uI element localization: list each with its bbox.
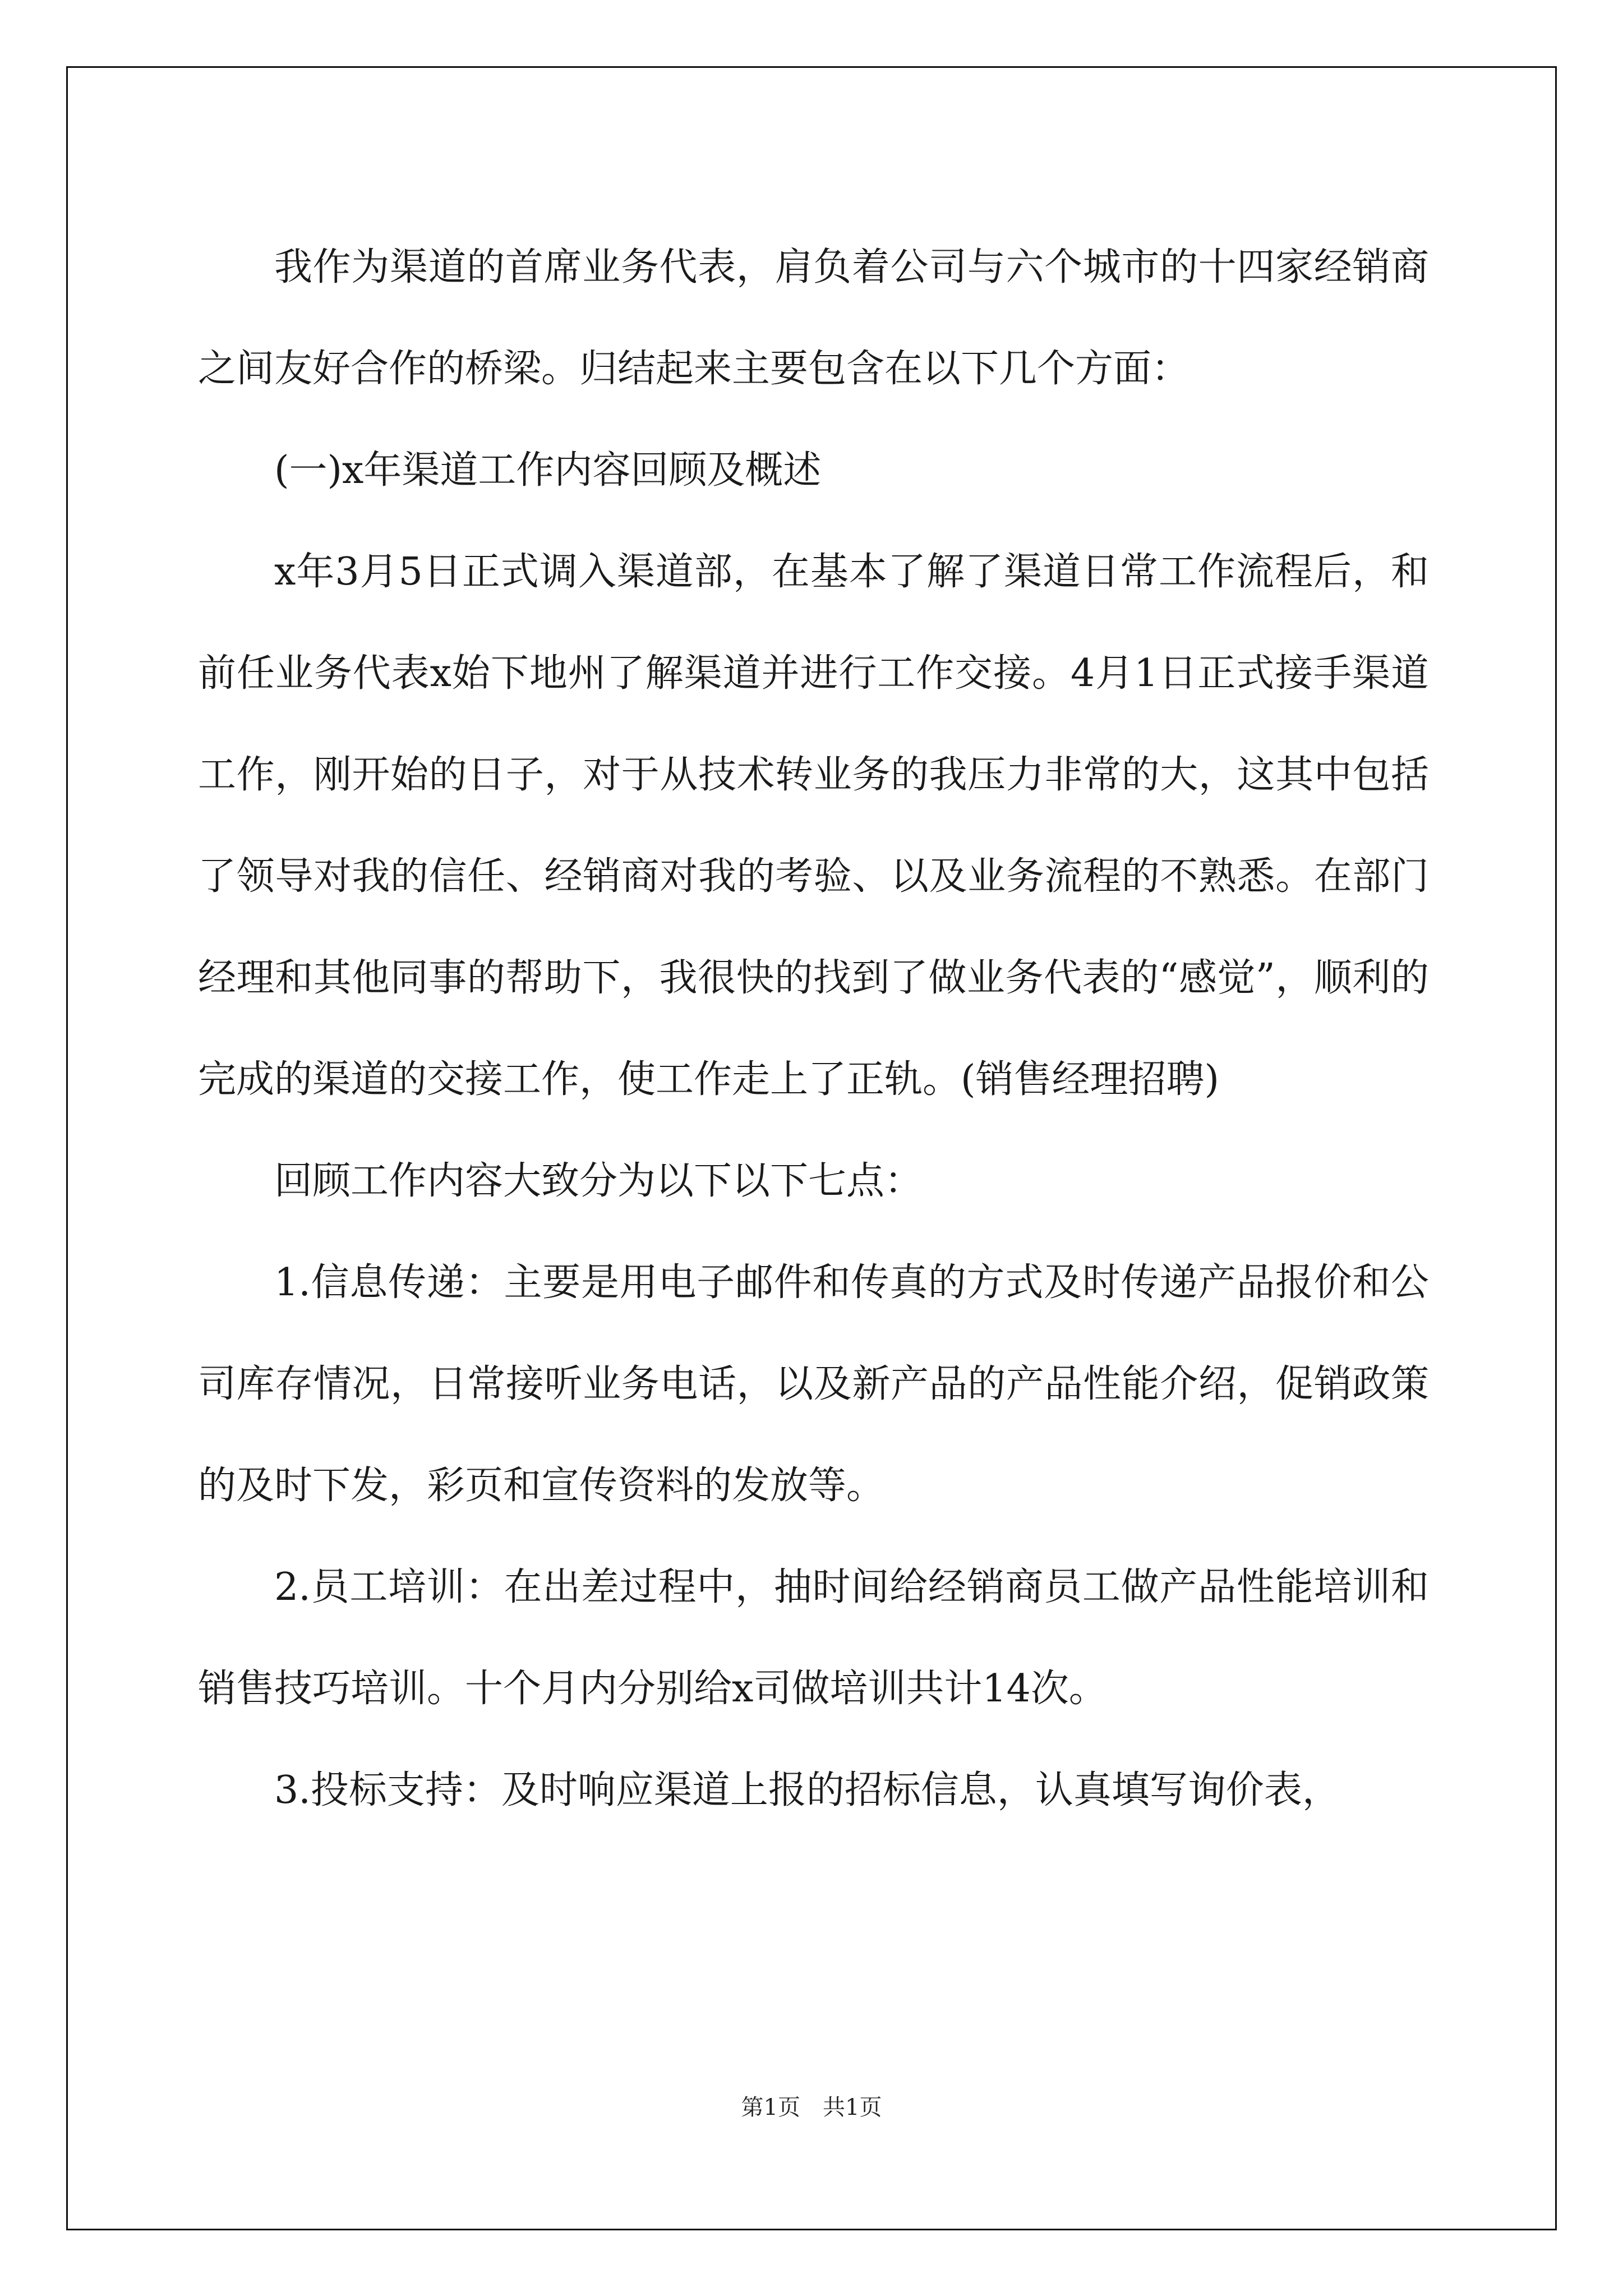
list-item-information: 1.信息传递：主要是用电子邮件和传真的方式及时传递产品报价和公司库存情况，日常接听业务电话，以及新产品的产品性能介绍，促销政策的及时下发，彩页和宣传资料的发放等。 — [198, 1260, 1429, 1508]
paragraph-review-intro: 回顾工作内容大致分为以下以下七点： — [274, 1159, 923, 1203]
paragraph-overview: x年3月5日正式调入渠道部，在基本了解了渠道日常工作流程后，和前任业务代表x始下地州了解渠道并进行工作交接。4月1日正式接手渠道工作，刚开始的日子，对于从技术转业务的我压力非常的大，这其中包括了领导对我的信任、经销商对我的考验、以及业务流程的不熟悉。在部门经理和其他同事的帮助下，我很快的找到了做业务代表的“感觉”，顺利的完成的渠道的交接工作，使工作走上了正轨。(销售经理招聘) — [198, 550, 1429, 1102]
page-footer — [0, 2091, 1623, 2124]
page-number: 第1页 — [741, 2095, 800, 2120]
list-item-training: 2.员工培训：在出差过程中，抽时间给经销商员工做产品性能培训和销售技巧培训。十个月内分别给x司做培训共计14次。 — [198, 1565, 1429, 1711]
section-heading: (一)x年渠道工作内容回顾及概述 — [274, 448, 822, 493]
paragraph-intro: 我作为渠道的首席业务代表，肩负着公司与六个城市的十四家经销商之间友好合作的桥梁。归结起来主要包含在以下几个方面： — [198, 245, 1429, 391]
document-body — [198, 217, 1429, 1841]
list-item-bidding: 3.投标支持：及时响应渠道上报的招标信息，认真填写询价表， — [274, 1768, 1340, 1812]
page-total: 共1页 — [823, 2095, 882, 2120]
